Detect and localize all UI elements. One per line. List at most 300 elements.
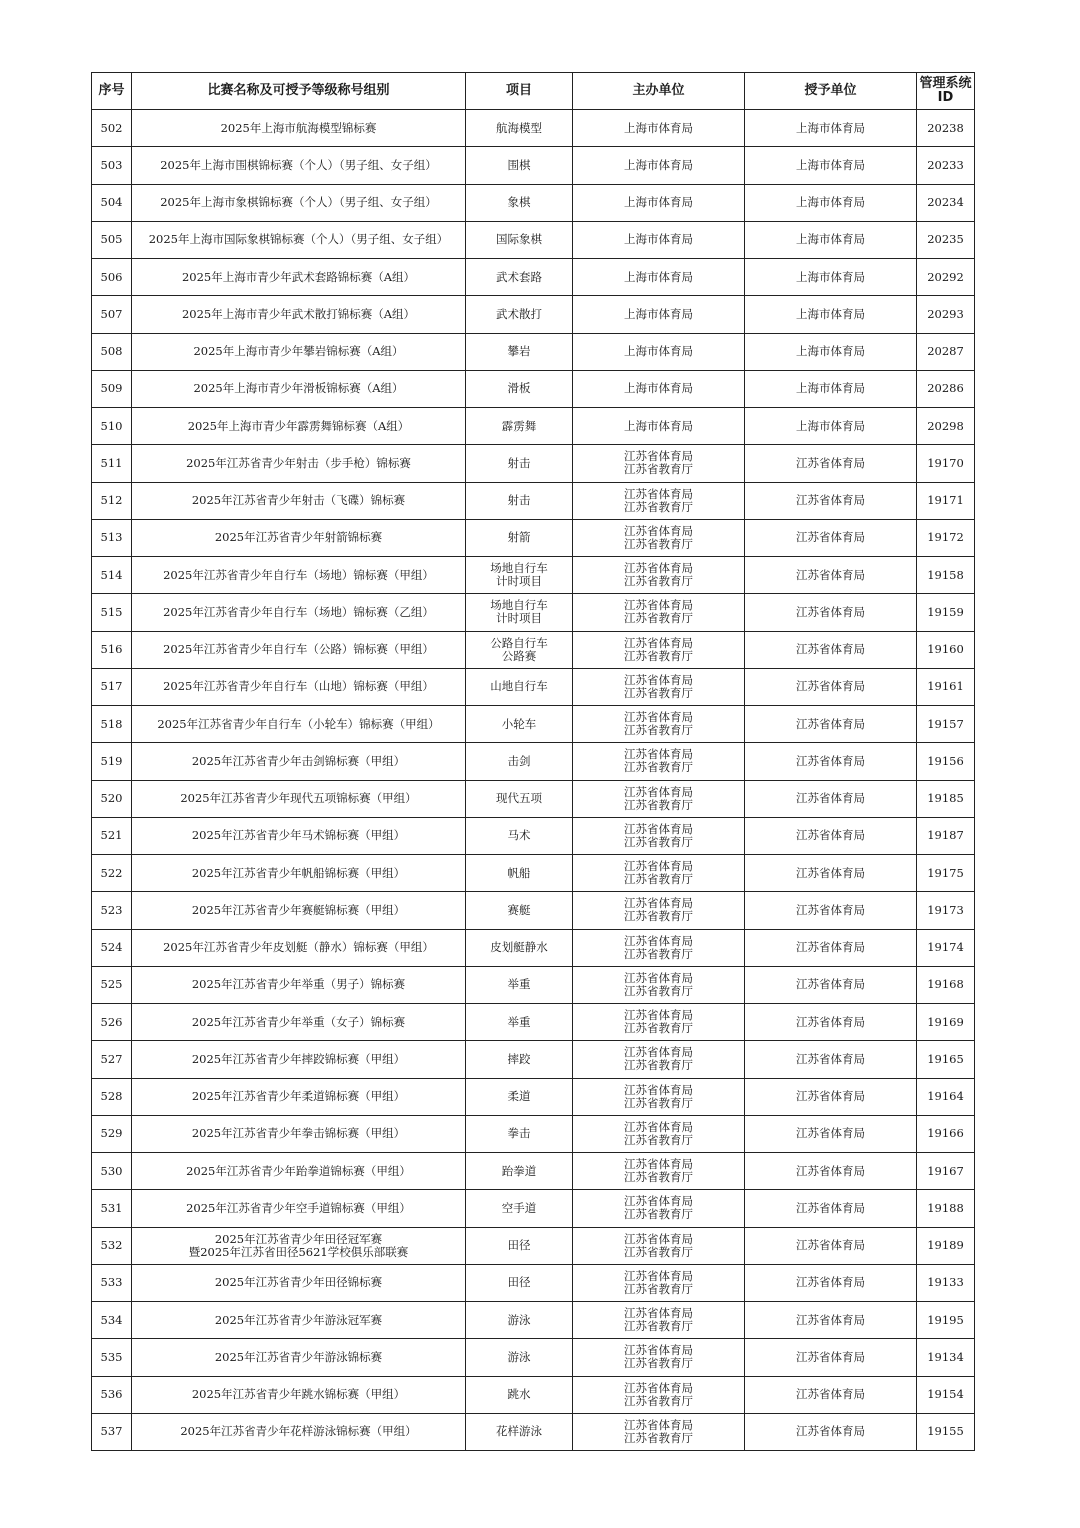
- cell-host-line: 江苏省教育厅: [624, 834, 693, 849]
- cell-item: [466, 1376, 573, 1413]
- cell-host: [573, 1227, 745, 1264]
- cell-system-id: 19188: [917, 1190, 975, 1227]
- cell-item-line: 国际象棋: [496, 232, 542, 247]
- cell-item-line: 射击: [507, 493, 531, 508]
- cell-item: [466, 1302, 573, 1339]
- cell-item: [466, 445, 573, 482]
- cell-host-line: 江苏省体育局: [624, 561, 693, 576]
- cell-host: [573, 1264, 745, 1301]
- cell-item: [466, 1339, 573, 1376]
- cell-competition-name: [132, 147, 466, 184]
- cell-grant: 江苏省体育局: [745, 817, 917, 854]
- cell-no: 505: [92, 221, 132, 258]
- cell-grant: 江苏省体育局: [745, 1004, 917, 1041]
- table-row: [92, 482, 975, 519]
- cell-host-line: 江苏省体育局: [624, 784, 693, 799]
- cell-competition-name-line: 2025年江苏省青少年帆船锦标赛（甲组）: [191, 865, 406, 880]
- cell-competition-name-line: 2025年上海市青少年武术套路锦标赛（A组）: [181, 269, 416, 284]
- cell-host: [573, 259, 745, 296]
- cell-grant: 江苏省体育局: [745, 966, 917, 1003]
- cell-no: 528: [92, 1078, 132, 1115]
- cell-no: 516: [92, 631, 132, 668]
- cell-no: 515: [92, 594, 132, 631]
- cell-item-line: 武术套路: [496, 269, 542, 284]
- cell-item: [466, 1227, 573, 1264]
- cell-host: [573, 1153, 745, 1190]
- cell-host-line: 江苏省教育厅: [624, 499, 693, 514]
- cell-host-line: 上海市体育局: [624, 232, 693, 247]
- cell-item: [466, 743, 573, 780]
- cell-item: [466, 780, 573, 817]
- cell-host-line: 上海市体育局: [624, 195, 693, 210]
- cell-item-line: 马术: [507, 828, 531, 843]
- cell-no: 508: [92, 333, 132, 370]
- cell-host-line: 江苏省教育厅: [624, 946, 693, 961]
- cell-host: [573, 743, 745, 780]
- cell-item-line: 围棋: [507, 157, 531, 172]
- cell-host: [573, 966, 745, 1003]
- cell-host-line: 江苏省体育局: [624, 1380, 693, 1395]
- cell-host-line: 江苏省教育厅: [624, 1319, 693, 1334]
- cell-no: 519: [92, 743, 132, 780]
- cell-system-id: 19133: [917, 1264, 975, 1301]
- cell-host-line: 江苏省教育厅: [624, 1021, 693, 1036]
- cell-item-line: 跆拳道: [501, 1163, 537, 1178]
- cell-grant: 江苏省体育局: [745, 743, 917, 780]
- cell-host: [573, 1190, 745, 1227]
- cell-no: 529: [92, 1115, 132, 1152]
- cell-item-line: 现代五项: [496, 791, 542, 806]
- cell-competition-name-line: 2025年江苏省青少年自行车（公路）锦标赛（甲组）: [163, 642, 434, 657]
- cell-item: [466, 855, 573, 892]
- cell-item: [466, 557, 573, 594]
- cell-host: [573, 370, 745, 407]
- cell-host-line: 江苏省教育厅: [624, 574, 693, 589]
- cell-grant: 江苏省体育局: [745, 668, 917, 705]
- cell-host-line: 江苏省教育厅: [624, 611, 693, 626]
- cell-no: 511: [92, 445, 132, 482]
- cell-grant: 江苏省体育局: [745, 445, 917, 482]
- cell-grant: 上海市体育局: [745, 147, 917, 184]
- table-row: [92, 110, 975, 147]
- cell-item-line: 场地自行车: [490, 598, 548, 613]
- cell-item-line: 小轮车: [501, 716, 537, 731]
- cell-host: [573, 519, 745, 556]
- cell-no: 513: [92, 519, 132, 556]
- cell-host-line: 江苏省教育厅: [624, 1058, 693, 1073]
- cell-no: 535: [92, 1339, 132, 1376]
- cell-system-id: 19170: [917, 445, 975, 482]
- header-grant: 授予单位: [745, 73, 917, 110]
- cell-no: 523: [92, 892, 132, 929]
- cell-item: [466, 594, 573, 631]
- cell-item-line: 跳水: [507, 1387, 531, 1402]
- cell-system-id: 20286: [917, 370, 975, 407]
- cell-grant: 上海市体育局: [745, 259, 917, 296]
- cell-item: [466, 1041, 573, 1078]
- cell-host: [573, 594, 745, 631]
- cell-competition-name: [132, 408, 466, 445]
- cell-host: [573, 1078, 745, 1115]
- cell-host-line: 上海市体育局: [624, 381, 693, 396]
- cell-competition-name: [132, 1302, 466, 1339]
- cell-grant: 江苏省体育局: [745, 519, 917, 556]
- cell-item: [466, 668, 573, 705]
- cell-item-line: 象棋: [507, 195, 531, 210]
- table-row: [92, 817, 975, 854]
- cell-system-id: 19134: [917, 1339, 975, 1376]
- cell-host: [573, 184, 745, 221]
- cell-competition-name: [132, 445, 466, 482]
- cell-no: 526: [92, 1004, 132, 1041]
- cell-grant: 江苏省体育局: [745, 780, 917, 817]
- cell-system-id: 19172: [917, 519, 975, 556]
- cell-grant: 上海市体育局: [745, 333, 917, 370]
- cell-item: [466, 221, 573, 258]
- cell-no: 506: [92, 259, 132, 296]
- cell-system-id: 19171: [917, 482, 975, 519]
- table-row: [92, 855, 975, 892]
- cell-host-line: 江苏省体育局: [624, 598, 693, 613]
- cell-host-line: 上海市体育局: [624, 418, 693, 433]
- cell-grant: 江苏省体育局: [745, 1078, 917, 1115]
- cell-host-line: 江苏省体育局: [624, 449, 693, 464]
- cell-no: 503: [92, 147, 132, 184]
- cell-item: [466, 1264, 573, 1301]
- cell-competition-name: [132, 631, 466, 668]
- cell-grant: 江苏省体育局: [745, 1153, 917, 1190]
- cell-competition-name: [132, 855, 466, 892]
- table-row: [92, 370, 975, 407]
- cell-host-line: 江苏省教育厅: [624, 1430, 693, 1445]
- cell-host-line: 江苏省教育厅: [624, 536, 693, 551]
- cell-host-line: 上海市体育局: [624, 269, 693, 284]
- cell-competition-name: [132, 1078, 466, 1115]
- cell-competition-name: [132, 1264, 466, 1301]
- cell-competition-name: [132, 668, 466, 705]
- cell-item: [466, 817, 573, 854]
- table-row: [92, 147, 975, 184]
- cell-host-line: 江苏省体育局: [624, 896, 693, 911]
- cell-competition-name: [132, 1190, 466, 1227]
- cell-system-id: 19169: [917, 1004, 975, 1041]
- cell-item: [466, 259, 573, 296]
- cell-competition-name: [132, 184, 466, 221]
- cell-host-line: 江苏省教育厅: [624, 1170, 693, 1185]
- cell-system-id: 19164: [917, 1078, 975, 1115]
- cell-item-line: 摔跤: [507, 1051, 531, 1066]
- cell-host-line: 江苏省教育厅: [624, 1095, 693, 1110]
- cell-no: 527: [92, 1041, 132, 1078]
- cell-competition-name-line: 2025年上海市象棋锦标赛（个人）（男子组、女子组）: [160, 195, 437, 210]
- cell-host-line: 江苏省体育局: [624, 1194, 693, 1209]
- table-row: [92, 259, 975, 296]
- table-row: [92, 743, 975, 780]
- cell-grant: 上海市体育局: [745, 408, 917, 445]
- cell-host: [573, 1413, 745, 1450]
- table-row: [92, 892, 975, 929]
- cell-item-line: 游泳: [507, 1349, 531, 1364]
- cell-competition-name: [132, 296, 466, 333]
- cell-host: [573, 855, 745, 892]
- cell-grant: 上海市体育局: [745, 221, 917, 258]
- cell-competition-name-line: 2025年江苏省青少年游泳冠军赛: [214, 1312, 383, 1327]
- cell-item-line: 花样游泳: [496, 1424, 542, 1439]
- cell-competition-name: [132, 1004, 466, 1041]
- cell-item: [466, 706, 573, 743]
- cell-grant: 江苏省体育局: [745, 1264, 917, 1301]
- cell-no: 509: [92, 370, 132, 407]
- cell-competition-name: [132, 817, 466, 854]
- cell-competition-name: [132, 1376, 466, 1413]
- cell-system-id: 20238: [917, 110, 975, 147]
- cell-system-id: 20233: [917, 147, 975, 184]
- cell-no: 518: [92, 706, 132, 743]
- cell-system-id: 19187: [917, 817, 975, 854]
- cell-item: [466, 966, 573, 1003]
- cell-host: [573, 147, 745, 184]
- table-row: [92, 1227, 975, 1264]
- cell-item-line: 空手道: [501, 1200, 537, 1215]
- cell-grant: 江苏省体育局: [745, 706, 917, 743]
- cell-item-line: 公路赛: [501, 648, 537, 663]
- cell-system-id: 19167: [917, 1153, 975, 1190]
- cell-item: [466, 110, 573, 147]
- cell-host-line: 江苏省教育厅: [624, 1356, 693, 1371]
- cell-host: [573, 1302, 745, 1339]
- cell-host-line: 江苏省体育局: [624, 859, 693, 874]
- cell-grant: 江苏省体育局: [745, 594, 917, 631]
- cell-item-line: 公路自行车: [490, 635, 548, 650]
- cell-no: 536: [92, 1376, 132, 1413]
- cell-system-id: 19173: [917, 892, 975, 929]
- cell-host: [573, 1376, 745, 1413]
- cell-no: 533: [92, 1264, 132, 1301]
- cell-host: [573, 557, 745, 594]
- cell-host-line: 江苏省教育厅: [624, 1207, 693, 1222]
- cell-competition-name-line: 2025年江苏省青少年射箭锦标赛: [214, 530, 383, 545]
- cell-item-line: 滑板: [507, 381, 531, 396]
- cell-host-line: 江苏省体育局: [624, 1343, 693, 1358]
- cell-system-id: 19161: [917, 668, 975, 705]
- cell-host-line: 江苏省教育厅: [624, 1393, 693, 1408]
- cell-no: 514: [92, 557, 132, 594]
- cell-host-line: 江苏省教育厅: [624, 462, 693, 477]
- cell-competition-name: [132, 1115, 466, 1152]
- table-row: [92, 519, 975, 556]
- cell-competition-name-line: 2025年上海市青少年霹雳舞锦标赛（A组）: [187, 418, 410, 433]
- cell-host: [573, 445, 745, 482]
- cell-system-id: 19159: [917, 594, 975, 631]
- cell-system-id: 20292: [917, 259, 975, 296]
- table-row: [92, 1153, 975, 1190]
- cell-host-line: 江苏省教育厅: [624, 797, 693, 812]
- cell-competition-name-line: 2025年江苏省青少年柔道锦标赛（甲组）: [191, 1089, 406, 1104]
- cell-competition-name: [132, 966, 466, 1003]
- table-row: [92, 594, 975, 631]
- cell-competition-name-line: 2025年江苏省青少年田径冠军赛: [214, 1231, 383, 1246]
- cell-host-line: 上海市体育局: [624, 157, 693, 172]
- competition-table: [91, 72, 975, 1451]
- table-row: [92, 668, 975, 705]
- cell-system-id: 19157: [917, 706, 975, 743]
- cell-system-id: 19195: [917, 1302, 975, 1339]
- cell-competition-name-line: 2025年江苏省青少年现代五项锦标赛（甲组）: [180, 791, 417, 806]
- cell-item-line: 拳击: [507, 1126, 531, 1141]
- cell-item: [466, 333, 573, 370]
- cell-host-line: 江苏省体育局: [624, 1306, 693, 1321]
- cell-competition-name-line: 2025年江苏省青少年自行车（场地）锦标赛（乙组）: [163, 604, 434, 619]
- cell-host: [573, 1339, 745, 1376]
- cell-competition-name-line: 2025年上海市航海模型锦标赛: [220, 120, 377, 135]
- cell-no: 521: [92, 817, 132, 854]
- cell-item-line: 射箭: [507, 530, 531, 545]
- cell-item: [466, 184, 573, 221]
- cell-grant: 江苏省体育局: [745, 1190, 917, 1227]
- cell-competition-name-line: 2025年江苏省青少年自行车（山地）锦标赛（甲组）: [163, 679, 434, 694]
- cell-item-line: 山地自行车: [490, 679, 548, 694]
- cell-grant: 江苏省体育局: [745, 557, 917, 594]
- table-row: [92, 929, 975, 966]
- table-body: [92, 110, 975, 1451]
- cell-competition-name-line: 2025年江苏省青少年摔跤锦标赛（甲组）: [191, 1051, 406, 1066]
- cell-grant: 江苏省体育局: [745, 1339, 917, 1376]
- cell-host-line: 江苏省教育厅: [624, 760, 693, 775]
- cell-host: [573, 333, 745, 370]
- cell-item-line: 赛艇: [507, 902, 531, 917]
- cell-competition-name-line: 2025年江苏省青少年射击（飞碟）锦标赛: [191, 493, 406, 508]
- cell-no: 531: [92, 1190, 132, 1227]
- cell-host-line: 江苏省教育厅: [624, 723, 693, 738]
- cell-system-id: 19175: [917, 855, 975, 892]
- cell-host-line: 江苏省体育局: [624, 486, 693, 501]
- cell-item: [466, 1413, 573, 1450]
- cell-host-line: 江苏省体育局: [624, 1008, 693, 1023]
- table-row: [92, 184, 975, 221]
- cell-host: [573, 296, 745, 333]
- cell-item-line: 田径: [507, 1238, 531, 1253]
- cell-item-line: 场地自行车: [490, 561, 548, 576]
- cell-competition-name: [132, 370, 466, 407]
- cell-host: [573, 631, 745, 668]
- cell-host-line: 江苏省体育局: [624, 1268, 693, 1283]
- cell-item-line: 皮划艇静水: [490, 940, 548, 955]
- cell-host: [573, 408, 745, 445]
- cell-system-id: 20234: [917, 184, 975, 221]
- cell-host-line: 江苏省体育局: [624, 635, 693, 650]
- cell-item: [466, 1115, 573, 1152]
- header-host: 主办单位: [573, 73, 745, 110]
- cell-host: [573, 929, 745, 966]
- table-row: [92, 1264, 975, 1301]
- cell-host-line: 江苏省体育局: [624, 1157, 693, 1172]
- table-row: [92, 1041, 975, 1078]
- cell-item-line: 射击: [507, 455, 531, 470]
- table-row: [92, 1190, 975, 1227]
- cell-competition-name-line: 2025年江苏省青少年射击（步手枪）锦标赛: [186, 455, 411, 470]
- cell-competition-name: [132, 892, 466, 929]
- cell-system-id: 19165: [917, 1041, 975, 1078]
- cell-item: [466, 519, 573, 556]
- cell-system-id: 19160: [917, 631, 975, 668]
- cell-item-line: 帆船: [507, 865, 531, 880]
- cell-system-id: 19185: [917, 780, 975, 817]
- cell-item: [466, 370, 573, 407]
- cell-host-line: 上海市体育局: [624, 344, 693, 359]
- cell-competition-name-line: 2025年上海市围棋锦标赛（个人）（男子组、女子组）: [160, 157, 437, 172]
- cell-system-id: 20235: [917, 221, 975, 258]
- cell-competition-name: [132, 1339, 466, 1376]
- cell-competition-name-line: 2025年江苏省青少年举重（女子）锦标赛: [191, 1014, 406, 1029]
- table-row: [92, 333, 975, 370]
- cell-no: 537: [92, 1413, 132, 1450]
- table-row: [92, 1413, 975, 1450]
- cell-no: 507: [92, 296, 132, 333]
- cell-item-line: 击剑: [507, 753, 531, 768]
- cell-competition-name: [132, 110, 466, 147]
- table-row: [92, 1115, 975, 1152]
- cell-competition-name-line: 2025年江苏省青少年自行车（小轮车）锦标赛（甲组）: [157, 716, 440, 731]
- cell-host-line: 江苏省教育厅: [624, 648, 693, 663]
- cell-item-line: 游泳: [507, 1312, 531, 1327]
- cell-competition-name-line: 2025年江苏省青少年跆拳道锦标赛（甲组）: [186, 1163, 411, 1178]
- cell-host-line: 江苏省体育局: [624, 970, 693, 985]
- cell-competition-name: [132, 1041, 466, 1078]
- cell-competition-name: [132, 557, 466, 594]
- cell-item: [466, 631, 573, 668]
- cell-host: [573, 668, 745, 705]
- cell-competition-name: [132, 706, 466, 743]
- cell-no: 532: [92, 1227, 132, 1264]
- cell-item: [466, 1004, 573, 1041]
- cell-competition-name-line: 2025年上海市青少年滑板锦标赛（A组）: [193, 381, 404, 396]
- cell-grant: 上海市体育局: [745, 110, 917, 147]
- cell-item: [466, 1078, 573, 1115]
- cell-grant: 江苏省体育局: [745, 1302, 917, 1339]
- header-item: 项目: [466, 73, 573, 110]
- cell-host: [573, 1041, 745, 1078]
- cell-item-line: 武术散打: [496, 306, 542, 321]
- cell-grant: 江苏省体育局: [745, 482, 917, 519]
- cell-host-line: 江苏省教育厅: [624, 909, 693, 924]
- table-row: [92, 1078, 975, 1115]
- cell-host-line: 江苏省教育厅: [624, 1244, 693, 1259]
- cell-competition-name-line: 2025年江苏省青少年马术锦标赛（甲组）: [191, 828, 406, 843]
- cell-host: [573, 780, 745, 817]
- table-row: [92, 706, 975, 743]
- cell-competition-name: [132, 333, 466, 370]
- cell-competition-name-line: 2025年江苏省青少年花样游泳锦标赛（甲组）: [180, 1424, 417, 1439]
- table-row: [92, 780, 975, 817]
- cell-host-line: 江苏省体育局: [624, 523, 693, 538]
- cell-host: [573, 482, 745, 519]
- cell-competition-name: [132, 743, 466, 780]
- cell-system-id: 19166: [917, 1115, 975, 1152]
- table-row: [92, 1004, 975, 1041]
- cell-item-line: 计时项目: [496, 574, 542, 589]
- cell-host-line: 江苏省体育局: [624, 1045, 693, 1060]
- cell-competition-name-line: 2025年上海市国际象棋锦标赛（个人）（男子组、女子组）: [148, 232, 449, 247]
- cell-host-line: 江苏省教育厅: [624, 983, 693, 998]
- cell-grant: 江苏省体育局: [745, 1115, 917, 1152]
- table-row: [92, 296, 975, 333]
- cell-competition-name-line: 2025年江苏省青少年举重（男子）锦标赛: [191, 977, 406, 992]
- cell-host: [573, 221, 745, 258]
- table-row: [92, 1339, 975, 1376]
- cell-grant: 上海市体育局: [745, 296, 917, 333]
- cell-competition-name-line: 2025年江苏省青少年拳击锦标赛（甲组）: [191, 1126, 406, 1141]
- table-row: [92, 631, 975, 668]
